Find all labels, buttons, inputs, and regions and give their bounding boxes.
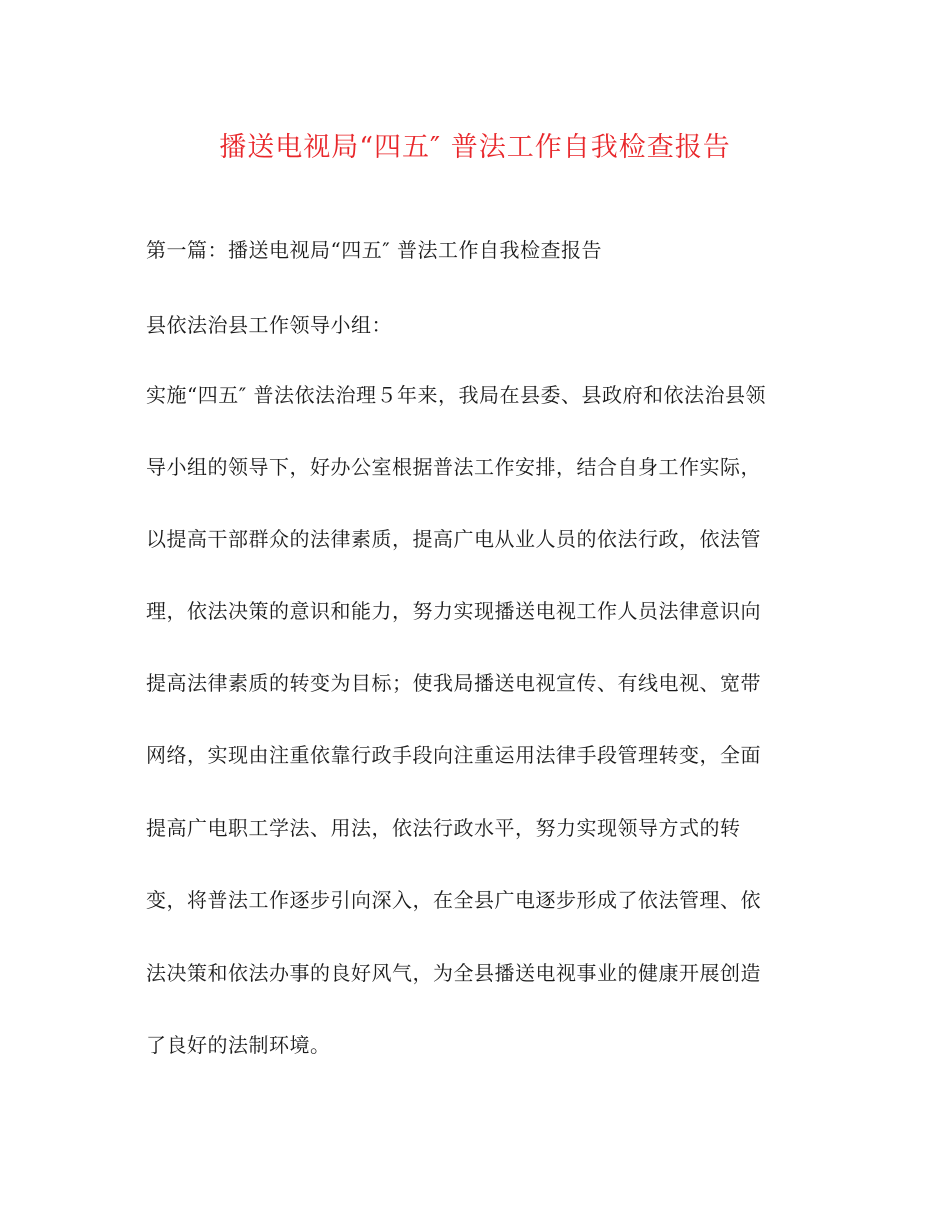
body-line: 变，将普法工作逐步引向深入，在全县广电逐步形成了依法管理、依 [146,888,761,912]
body-line: 法决策和依法办事的良好风气，为全县播送电视事业的健康开展创造 [146,961,761,985]
body-line: 理，依法决策的意识和能力，努力实现播送电视工作人员法律意识向 [146,599,761,623]
salutation: 县依法治县工作领导小组： [146,313,392,337]
body-line: 以提高干部群众的法律素质，提高广电从业人员的依法行政，依法管 [146,527,761,551]
body-line: 提高广电职工学法、用法，依法行政水平，努力实现领导方式的转 [146,816,741,840]
body-line: 网络，实现由注重依靠行政手段向注重运用法律手段管理转变，全面 [146,743,761,767]
body-line: 了良好的法制环境。 [146,1033,331,1057]
document-title: 播送电视局“四五″ 普法工作自我检查报告 [219,132,731,163]
section-heading: 第一篇：播送电视局“四五″ 普法工作自我检查报告 [146,238,603,262]
body-line: 导小组的领导下，好办公室根据普法工作安排，结合自身工作实际， [146,455,761,479]
body-line: 实施“四五″ 普法依法治理５年来，我局在县委、县政府和依法治县领 [146,383,767,407]
body-line: 提高法律素质的转变为目标；使我局播送电视宣传、有线电视、宽带 [146,671,761,695]
